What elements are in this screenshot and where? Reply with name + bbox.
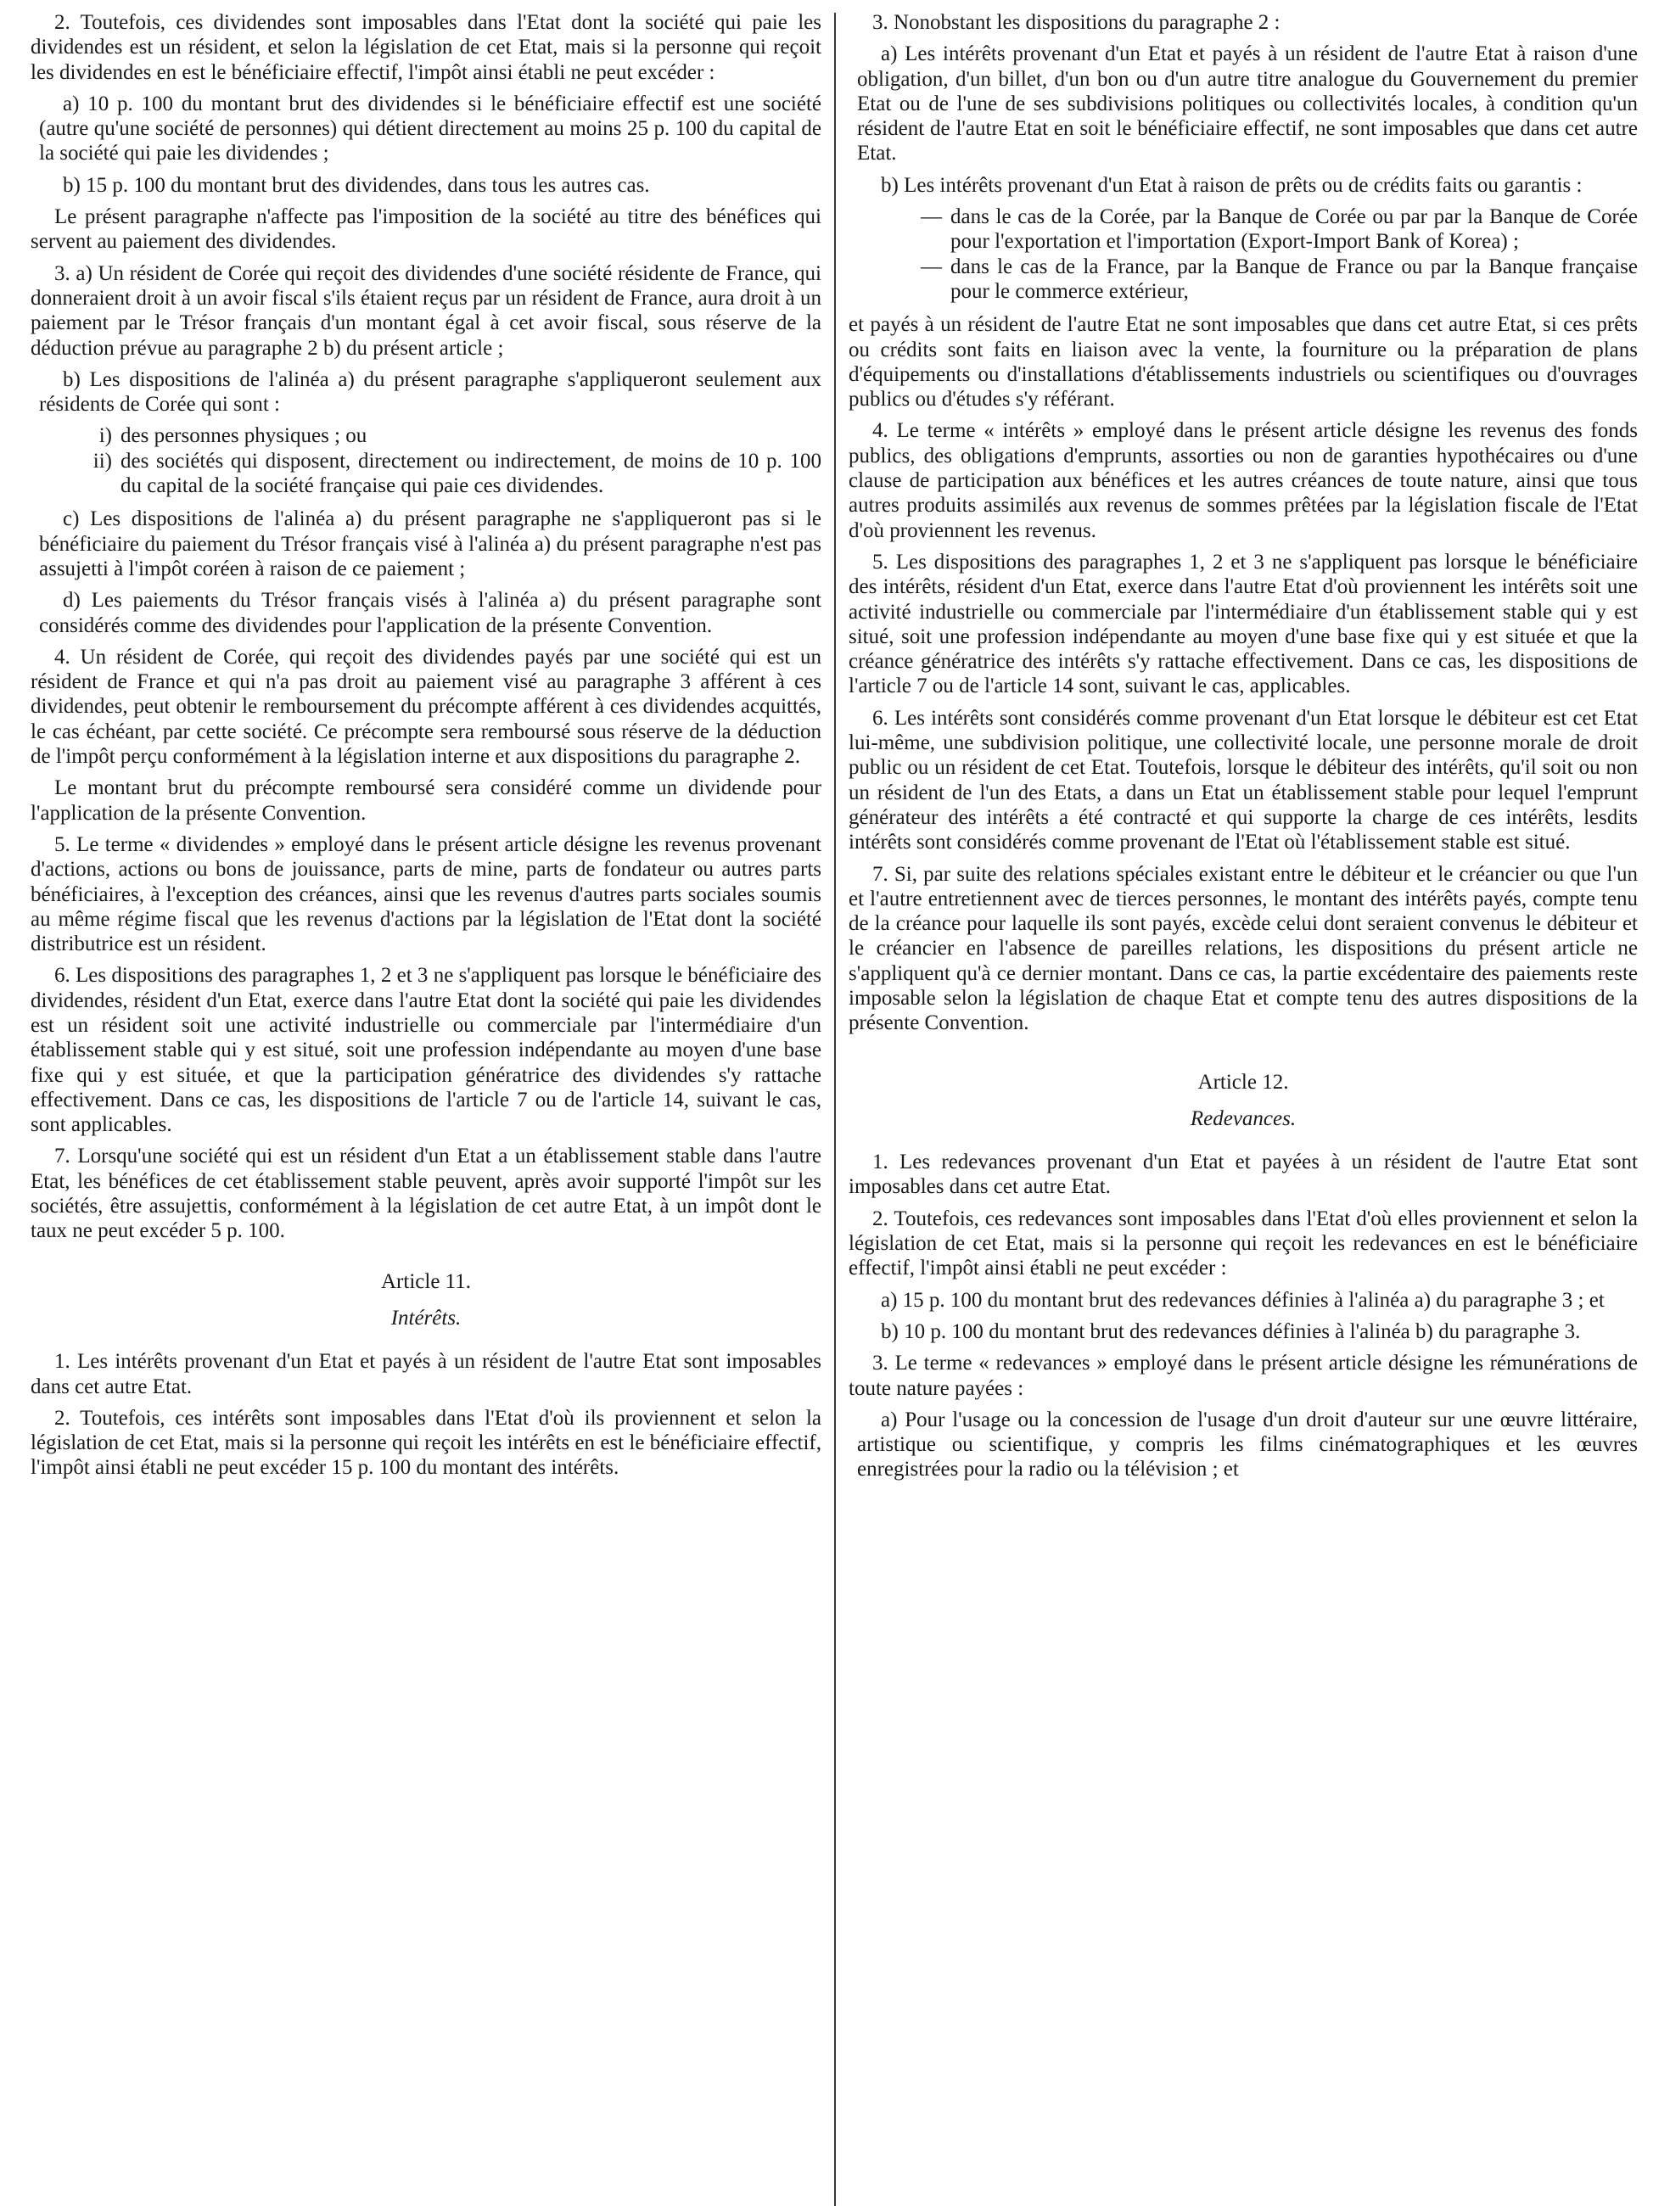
dividends-paragraph-3-d: d) Les paiements du Trésor français visés à l'alinéa a) du présent paragraphe sont considérés comme des dividendes pour l'application de la présente Convention. xyxy=(39,589,821,637)
column-divider xyxy=(834,13,836,2206)
royalties-paragraph-3: 3. Le terme « redevances » employé dans le présent article désigne les rémunérations de toute nature payées : xyxy=(849,1352,1638,1400)
right-column xyxy=(849,10,1638,1489)
interest-paragraph-7: 7. Si, par suite des relations spéciales existant entre le débiteur et le créancier ou que l'un et l'autre entretiennent avec de tierces personnes, le montant des intérêts payés, compte tenu de la créance pour laquelle ils sont payés, excède celui dont seraient convenus le débiteur et le créancier en l'absence de pareilles relations, les dispositions du présent article ne s'appliquent qu'à ce dernier montant. Dans ce cas, la partie excédentaire des paiements reste imposable selon la législation de chaque Etat et compte tenu des autres dispositions de la présente Convention. xyxy=(849,862,1638,1035)
interest-paragraph-3-b-end: et payés à un résident de l'autre Etat ne sont imposables que dans cet autre Etat, si ces prêts ou crédits sont faits en liaison avec la vente, la fourniture ou la préparation de plans d'équipements ou d'installations d'établissements industriels ou scientifiques ou d'ouvrages publics ou d'études s'y référant. xyxy=(849,313,1638,412)
list-marker: — xyxy=(921,255,942,278)
list-item xyxy=(849,255,1638,305)
dividends-paragraph-4: 4. Un résident de Corée, qui reçoit des dividendes payés par une société qui est un résident de France et qui n'a pas droit au paiement visé au paragraphe 3 afférent à ces dividendes, peut obtenir le remboursement du précompte afférent à ces dividendes acquittés, le cas échéant, par cette société. Ce précompte sera remboursé sous réserve de la déduction de l'impôt perçu conformément à la législation interne et aux dispositions du paragraphe 2. xyxy=(31,645,821,769)
dividends-paragraph-2: 2. Toutefois, ces dividendes sont imposables dans l'Etat dont la société qui paie les dividendes est un résident, et selon la législation de cet Etat, mais si la personne qui reçoit les dividendes en est le bénéficiaire effectif, l'impôt ainsi établi ne peut excéder : xyxy=(31,11,821,84)
list-item xyxy=(31,423,821,448)
interest-paragraph-3-a: a) Les intérêts provenant d'un Etat et payés à un résident de l'autre Etat à raison d'une obligation, d'un billet, d'un bon ou d'un autre titre analogue du Gouvernement du premier Etat ou de l'une de ses subdivisions politiques ou collectivités locales, à condition qu'un résident de l'autre Etat en soit le bénéficiaire effectif, ne sont imposables que dans cet autre Etat. xyxy=(857,42,1638,165)
dividends-paragraph-3-b: b) Les dispositions de l'alinéa a) du présent paragraphe s'appliqueront seulement aux résidents de Corée qui sont : xyxy=(39,367,821,417)
interest-paragraph-5: 5. Les dispositions des paragraphes 1, 2 et 3 ne s'appliquent pas lorsque le bénéficiaire des intérêts, résident d'un Etat, exerce dans l'autre Etat d'où proviennent les intérêts soit une activité industrielle ou commerciale par l'intermédiaire d'un établissement stable qui y est situé, soit une profession indépendante au moyen d'une base fixe qui y est située et que la créance génératrice des intérêts s'y rattache effectivement. Dans ce cas, les dispositions de l'article 7 ou de l'article 14 sont, suivant le cas, applicables. xyxy=(849,550,1638,698)
royalties-paragraph-1: 1. Les redevances provenant d'un Etat et payées à un résident de l'autre Etat sont imposables dans cet autre Etat. xyxy=(849,1151,1638,1199)
dividends-paragraph-6: 6. Les dispositions des paragraphes 1, 2 et 3 ne s'appliquent pas lorsque le bénéficiaire des dividendes, résident d'un Etat, exerce dans l'autre Etat dont la société qui paie les dividendes est un résident soit une activité industrielle ou commerciale par l'intermédiaire d'un établissement stable qui y est situé, soit une profession indépendante au moyen d'une base fixe qui y est située, et que la participation génératrice des dividendes s'y rattache effectivement. Dans ce cas, les dispositions de l'article 7 ou de l'article 14, suivant le cas, sont applicables. xyxy=(31,964,821,1137)
dividends-paragraph-3-a: 3. a) Un résident de Corée qui reçoit des dividendes d'une société résidente de France, qui donneraient droit à un avoir fiscal s'ils étaient reçus par un résident de France, aura droit à un paiement par le Trésor français d'un montant égal à cet avoir fiscal, sous réserve de la déduction prévue au paragraphe 2 b) du présent article ; xyxy=(31,261,821,360)
list-item xyxy=(31,449,821,499)
list-marker: ii) xyxy=(92,449,112,473)
dividends-paragraph-2-b: b) 15 p. 100 du montant brut des dividendes, dans tous les autres cas. xyxy=(63,173,650,197)
article-11-subheading: Intérêts. xyxy=(390,1306,462,1330)
list-item-text: des sociétés qui disposent, directement ou indirectement, de moins de 10 p. 100 du capital de la société française qui paie ces dividendes. xyxy=(120,449,821,498)
list-item-text: dans le cas de la France, par la Banque de France ou par la Banque française pour le commerce extérieur, xyxy=(950,255,1638,303)
dividends-paragraph-5: 5. Le terme « dividendes » employé dans le présent article désigne les revenus provenant d'actions, actions ou bons de jouissance, parts de mine, parts de fondateur ou autres parts bénéficiaires, à l'exception des créances, ainsi que les revenus d'autres parts sociales soumis au même régime fiscal que les revenus d'actions par la législation de l'Etat dont la société distributrice est un résident. xyxy=(31,832,821,956)
royalties-paragraph-3-a: a) Pour l'usage ou la concession de l'usage d'un droit d'auteur sur une œuvre littéraire, artistique ou scientifique, y compris les films cinématographiques et les œuvres enregistrées pour la radio ou la télévision ; et xyxy=(857,1408,1638,1481)
royalties-paragraph-2-b: b) 10 p. 100 du montant brut des redevances définies à l'alinéa b) du paragraphe 3. xyxy=(881,1319,1581,1343)
list-item xyxy=(849,204,1638,255)
list-item-text: dans le cas de la Corée, par la Banque de Corée ou par par la Banque de Corée pour l'exportation et l'importation (Export-Import Bank of Korea) ; xyxy=(950,205,1638,254)
left-column xyxy=(31,10,821,1487)
interest-paragraph-3-b-list xyxy=(849,204,1638,304)
interest-paragraph-4: 4. Le terme « intérêts » employé dans le présent article désigne les revenus des fonds publics, des obligations d'emprunts, assorties ou non de garanties hypothécaires ou d'une clause de participation aux bénéfices et les autres créances de toute nature, ainsi que tous autres produits assimilés aux revenus de sommes prêtées par la législation fiscale de l'Etat d'où proviennent les revenus. xyxy=(849,419,1638,542)
dividends-paragraph-2-note: Le présent paragraphe n'affecte pas l'imposition de la société au titre des bénéfices qui servent au paiement des dividendes. xyxy=(31,205,821,254)
list-marker: i) xyxy=(98,424,112,448)
dividends-paragraph-7: 7. Lorsqu'une société qui est un résident d'un Etat a un établissement stable dans l'autre Etat, les bénéfices de cet établissement stable peuvent, après avoir supporté l'impôt sur les sociétés, être assujettis, conformément à la législation de cet autre Etat, à un impôt dont le taux ne peut excéder 5 p. 100. xyxy=(31,1145,821,1243)
article-12-subheading: Redevances. xyxy=(1190,1106,1297,1130)
interest-paragraph-3: 3. Nonobstant les dispositions du paragraphe 2 : xyxy=(872,11,1281,34)
dividends-paragraph-3-b-list xyxy=(31,423,821,498)
interest-paragraph-1: 1. Les intérêts provenant d'un Etat et payés à un résident de l'autre Etat sont imposables dans cet autre Etat. xyxy=(31,1350,821,1398)
dividends-paragraph-2-a: a) 10 p. 100 du montant brut des dividendes si le bénéficiaire effectif est une société (autre qu'une société de personnes) qui détient directement au moins 25 p. 100 du capital de la société qui paie les dividendes ; xyxy=(39,92,821,165)
dividends-paragraph-4-note: Le montant brut du précompte remboursé sera considéré comme un dividende pour l'application de la présente Convention. xyxy=(31,776,821,825)
interest-paragraph-2: 2. Toutefois, ces intérêts sont imposables dans l'Etat d'où ils proviennent et selon la législation de cet Etat, mais si la personne qui reçoit les intérêts en est le bénéficiaire effectif, l'impôt ainsi établi ne peut excéder 15 p. 100 du montant des intérêts. xyxy=(31,1406,821,1480)
list-item-text: des personnes physiques ; ou xyxy=(120,424,367,448)
article-12-heading: Article 12. xyxy=(1197,1070,1289,1094)
article-11-heading: Article 11. xyxy=(381,1269,471,1293)
interest-paragraph-6: 6. Les intérêts sont considérés comme provenant d'un Etat lorsque le débiteur est cet Etat lui-même, une subdivision politique, une collectivité locale, une personne morale de droit public ou un résident de cet Etat. Toutefois, lorsque le débiteur des intérêts, qu'il soit ou non un résident de l'un des Etats, a dans un Etat un établissement stable pour lequel l'emprunt générateur des intérêts a été contracté et qui supporte la charge de ces intérêts, lesdits intérêts sont considérés comme provenant de l'Etat où l'établissement stable est situé. xyxy=(849,706,1638,854)
royalties-paragraph-2-a: a) 15 p. 100 du montant brut des redevances définies à l'alinéa a) du paragraphe 3 ; et xyxy=(881,1288,1605,1312)
dividends-paragraph-3-c: c) Les dispositions de l'alinéa a) du présent paragraphe ne s'appliqueront pas si le bénéficiaire du paiement du Trésor français visé à l'alinéa a) du présent paragraphe n'est pas assujetti à l'impôt coréen à raison de ce paiement ; xyxy=(39,507,821,580)
interest-paragraph-3-b: b) Les intérêts provenant d'un Etat à raison de prêts ou de crédits faits ou garantis : xyxy=(881,173,1583,197)
royalties-paragraph-2: 2. Toutefois, ces redevances sont imposables dans l'Etat d'où elles proviennent et selon la législation de cet Etat, mais si la personne qui reçoit les redevances en est le bénéficiaire effectif, l'impôt ainsi établi ne peut excéder : xyxy=(849,1207,1638,1280)
list-marker: — xyxy=(921,205,942,229)
